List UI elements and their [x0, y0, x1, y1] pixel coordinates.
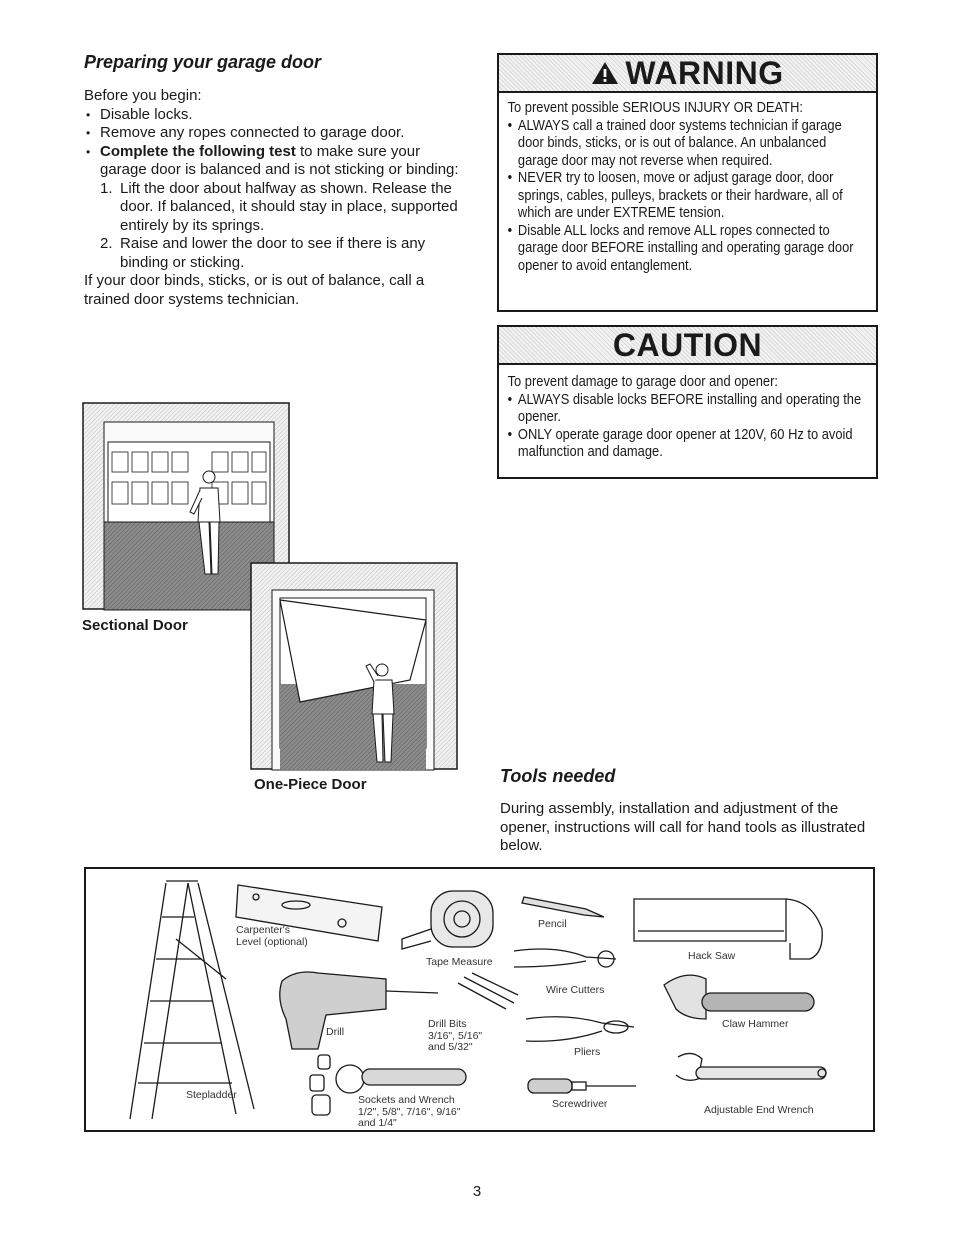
- label-level: Carpenter's Level (optional): [236, 924, 308, 948]
- one-piece-door-illustration: [250, 562, 460, 772]
- wire-cutters-icon: [514, 949, 616, 967]
- caution-item: • ONLY operate garage door opener at 120V, 60 Hz to avoid malfunction and damage.: [508, 426, 869, 461]
- prep-bullet: • Disable locks.: [84, 106, 464, 125]
- warning-banner: [499, 55, 876, 93]
- prep-bullets: [84, 106, 464, 180]
- claw-hammer-icon: [664, 975, 814, 1019]
- warning-triangle-icon: [591, 61, 619, 85]
- adjustable-wrench-icon: [676, 1053, 826, 1080]
- label-stepladder: Stepladder: [186, 1089, 237, 1101]
- prep-test-rest: to make sure your garage door is balanced and is not sticking or binding:: [100, 142, 459, 178]
- prep-step: 1. Lift the door about halfway as shown. Release the door. If balanced, it should stay in place, supported entirely by its springs.: [100, 179, 458, 234]
- screwdriver-icon: [528, 1079, 636, 1093]
- tools-intro: During assembly, installation and adjustment of the opener, instructions will call for hand tools as illustrated below.: [500, 800, 866, 854]
- prep-section: [84, 87, 464, 309]
- warning-item: • NEVER try to loosen, move or adjust garage door, door springs, cables, pulleys, brackets or their hardware, all of which are under EXTREME tension.: [508, 169, 869, 222]
- warning-intro: To prevent possible SERIOUS INJURY OR DEATH:: [507, 99, 803, 116]
- page-number: 3: [472, 1183, 482, 1200]
- caution-banner: [499, 327, 876, 365]
- drill-bits-icon: [458, 973, 518, 1009]
- label-pliers: Pliers: [574, 1046, 601, 1058]
- prep-closing: If your door binds, sticks, or is out of balance, call a trained door systems technician.: [84, 272, 425, 308]
- warning-title: WARNING: [625, 54, 784, 91]
- drill-icon: [280, 972, 438, 1049]
- label-pencil: Pencil: [538, 918, 567, 930]
- sectional-door-caption: Sectional Door: [82, 617, 188, 634]
- label-adjustable-wrench: Adjustable End Wrench: [704, 1104, 814, 1116]
- tape-measure-icon: [402, 891, 493, 949]
- label-screwdriver: Screwdriver: [552, 1098, 608, 1110]
- warning-item: • ALWAYS call a trained door systems technician if garage door binds, sticks, or is out of balance. An unbalanced garage door may not reverse when required.: [508, 117, 869, 170]
- prep-bullet: • Remove any ropes connected to garage door.: [84, 124, 464, 143]
- tools-heading: Tools needed: [500, 766, 616, 786]
- warning-item: • Disable ALL locks and remove ALL ropes connected to garage door BEFORE installing and operating garage door opener to avoid entanglement.: [508, 222, 869, 275]
- prep-intro: Before you begin:: [84, 87, 202, 104]
- caution-list: [508, 391, 869, 461]
- label-drill: Drill: [326, 1026, 345, 1038]
- prep-steps: [100, 180, 464, 273]
- prep-test-bold: Complete the following test: [100, 142, 296, 160]
- label-drill-bits: Drill Bits 3/16", 5/16" and 5/32": [428, 1018, 483, 1053]
- caution-box: [497, 325, 878, 479]
- prep-heading: Preparing your garage door: [84, 52, 322, 72]
- warning-body: [499, 93, 877, 280]
- label-sockets: Sockets and Wrench 1/2", 5/8", 7/16", 9/16" and 1/4": [358, 1094, 461, 1129]
- warning-box: [497, 53, 878, 312]
- prep-test-bullet: [84, 143, 464, 180]
- label-hacksaw: Hack Saw: [688, 950, 736, 962]
- caution-intro: To prevent damage to garage door and opener:: [507, 373, 778, 390]
- warning-list: [508, 117, 869, 275]
- caution-item: • ALWAYS disable locks BEFORE installing and operating the opener.: [508, 391, 869, 426]
- prep-step: 2. Raise and lower the door to see if there is any binding or sticking.: [100, 235, 426, 271]
- pencil-icon: [522, 897, 604, 917]
- caution-body: [499, 365, 877, 469]
- one-piece-door-caption: One-Piece Door: [254, 776, 367, 793]
- label-claw-hammer: Claw Hammer: [722, 1018, 789, 1030]
- pliers-icon: [526, 1017, 634, 1042]
- caution-title: CAUTION: [612, 326, 763, 363]
- label-wire-cutters: Wire Cutters: [546, 984, 605, 996]
- label-tape-measure: Tape Measure: [426, 956, 493, 968]
- tools-illustration-box: [84, 867, 875, 1132]
